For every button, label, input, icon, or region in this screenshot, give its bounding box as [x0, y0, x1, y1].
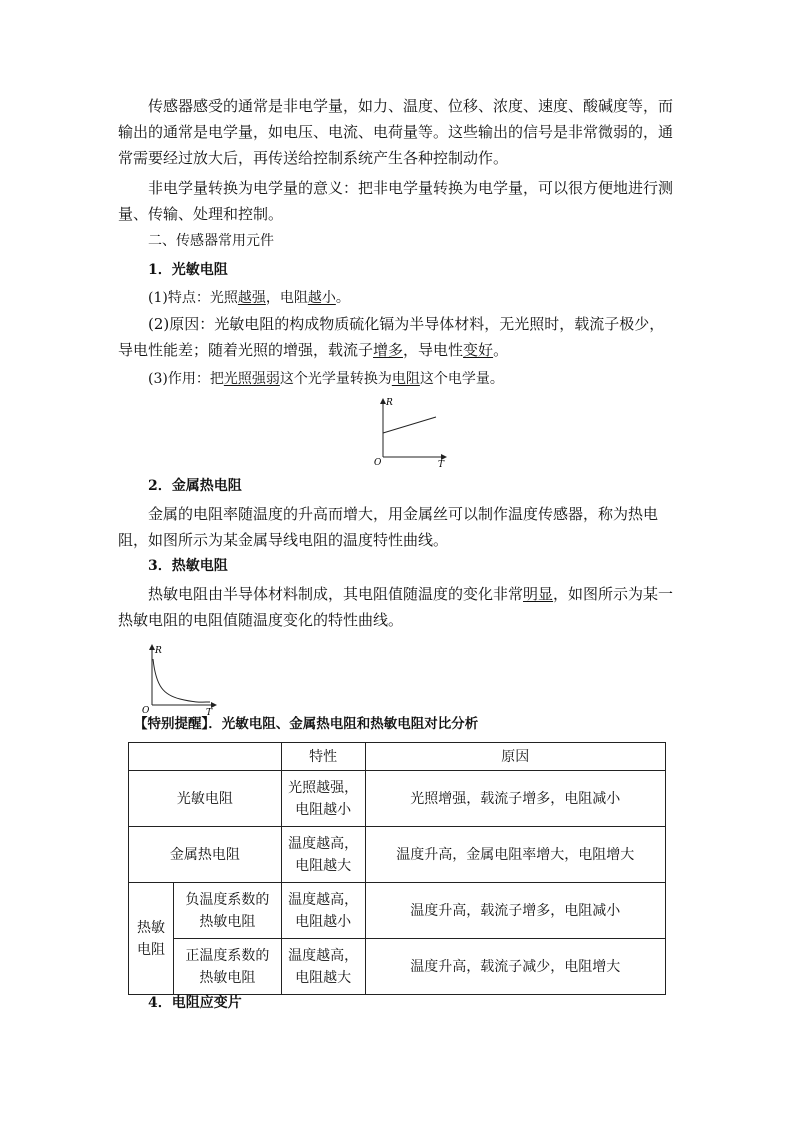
row-name: 金属热电阻 [129, 827, 282, 883]
header-empty [129, 743, 282, 771]
use-underline-2: 电阻 [391, 371, 420, 387]
item3-text-b: ，如图所示为某一热敏电阻的电阻值随温度变化的特性曲线。 [118, 585, 674, 629]
table-row [129, 939, 666, 995]
row-reason: 光照增强，载流子增多，电阻减小 [365, 771, 665, 827]
paragraph-conversion-meaning: 非电学量转换为电学量的意义：把非电学量转换为电学量，可以很方便地进行测量、传输、处理和控制。 [118, 179, 674, 223]
item3-text-a: 热敏电阻由半导体材料制成，其电阻值随温度的变化非常 [148, 585, 524, 603]
reason-text: (2)原因：光敏电阻的构成物质硫化镉为半导体材料，无光照时，载流子极少，导电性能差；随着光照的增强，载流子 [118, 315, 665, 359]
row-name [173, 939, 281, 995]
feature-line-1: 光照越强， [288, 779, 359, 796]
thermistor-curve [153, 659, 210, 702]
comparison-table [128, 742, 666, 995]
y-axis-label: R [155, 646, 162, 656]
item2-title: 2．金属热电阻 [148, 478, 242, 494]
origin-label: O [142, 706, 150, 716]
feature-text-mid: ，电阻 [265, 290, 308, 306]
use-text-end: 这个电学量。 [419, 371, 504, 387]
feature-text-end: 。 [335, 290, 350, 306]
table-row [129, 883, 666, 939]
reason-text-mid: ，导电性 [403, 341, 464, 359]
row-feature [281, 883, 365, 939]
origin-label: O [374, 458, 382, 468]
reason-text-end: 。 [493, 341, 509, 359]
item4-title: 4．电阻应变片 [148, 995, 242, 1011]
feature-line-2: 电阻越大 [295, 857, 352, 874]
item3-title: 3．热敏电阻 [148, 558, 228, 574]
feature-line-1: 温度越高， [288, 835, 359, 852]
table-header-row [129, 743, 666, 771]
name-line-1: 正温度系数的 [185, 947, 270, 964]
special-reminder: 【特别提醒】．光敏电阻、金属热电阻和热敏电阻对比分析 [134, 716, 479, 732]
name-line-2: 热敏电阻 [199, 913, 256, 930]
x-axis-label: T [438, 460, 445, 470]
paragraph-sensor-io: 传感器感受的通常是非电学量，如力、温度、位移、浓度、速度、酸碱度等，而输出的通常是电学量，如电压、电流、电荷量等。这些输出的信号是非常微弱的，通常需要经过放大后，再传送给控制系统产生各种控制动作。 [118, 97, 674, 167]
header-feature: 特性 [281, 743, 365, 771]
feature-underline-2: 越小 [307, 290, 336, 306]
reason-underline-2: 变好 [463, 341, 494, 359]
name-line-1: 负温度系数的 [185, 891, 270, 908]
feature-line-2: 电阻越小 [295, 801, 352, 818]
feature-line-1: 温度越高， [288, 947, 359, 964]
use-text: (3)作用：把 [148, 371, 224, 387]
use-text-mid: 这个光学量转换为 [279, 371, 392, 387]
feature-text: (1)特点：光照 [148, 290, 238, 306]
group-line-2: 电阻 [136, 941, 165, 958]
item2-text: 金属的电阻率随温度的升高而增大，用金属丝可以制作温度传感器，称为热电阻，如图所示为某金属导线电阻的温度特性曲线。 [118, 505, 659, 549]
row-feature [281, 771, 365, 827]
row-name [173, 883, 281, 939]
x-axis-label: T [206, 708, 213, 717]
row-reason: 温度升高，金属电阻率增大，电阻增大 [365, 827, 665, 883]
row-feature [281, 939, 365, 995]
row-feature [281, 827, 365, 883]
y-axis-label: R [386, 398, 393, 408]
reason-underline-1: 增多 [373, 341, 404, 359]
graph-metal-resistance [370, 395, 454, 471]
table-row [129, 827, 666, 883]
group-name [129, 883, 174, 995]
section-title-common-elements: 二、传感器常用元件 [148, 233, 274, 249]
use-underline-1: 光照强弱 [223, 371, 280, 387]
item3-underline: 明显 [523, 585, 554, 603]
item1-title: 1．光敏电阻 [148, 262, 228, 278]
feature-line-2: 电阻越小 [295, 913, 352, 930]
row-reason: 温度升高，载流子减少，电阻增大 [365, 939, 665, 995]
group-line-1: 热敏 [136, 919, 165, 936]
item3-text [118, 581, 678, 633]
item1-reason [118, 311, 678, 363]
resistance-curve [383, 417, 436, 457]
feature-underline-1: 越强 [237, 290, 266, 306]
item1-use [148, 369, 504, 389]
table-row [129, 771, 666, 827]
row-reason: 温度升高，载流子增多，电阻减小 [365, 883, 665, 939]
row-name: 光敏电阻 [129, 771, 282, 827]
name-line-2: 热敏电阻 [199, 969, 256, 986]
header-reason: 原因 [365, 743, 665, 771]
item1-feature [148, 288, 350, 308]
feature-line-2: 电阻越大 [295, 969, 352, 986]
graph-thermistor [140, 643, 222, 717]
feature-line-1: 温度越高， [288, 891, 359, 908]
